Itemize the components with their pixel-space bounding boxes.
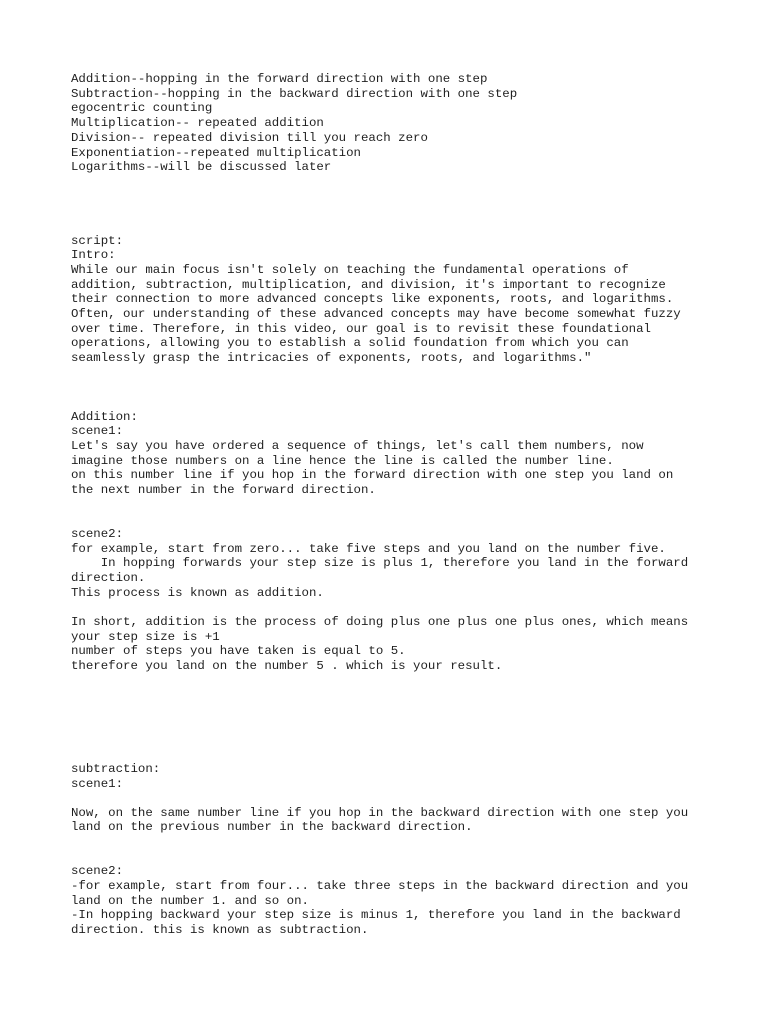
intro-text-line: their connection to more advanced concepts like exponents, roots, and logarithms. <box>71 292 674 306</box>
intro-text-line: addition, subtraction, multiplication, and division, it's important to recognize <box>71 278 666 292</box>
operation-line: Exponentiation--repeated multiplication <box>71 146 361 160</box>
scene-text-line: In hopping forwards your step size is plus 1, therefore you land in the forward <box>71 556 689 570</box>
summary-text-line: In short, addition is the process of doing plus one plus one plus ones, which means <box>71 615 689 629</box>
summary-text-line: your step size is +1 <box>71 630 220 644</box>
scene-text-line: imagine those numbers on a line hence the line is called the number line. <box>71 454 614 468</box>
scene-text-line: Now, on the same number line if you hop in the backward direction with one step you <box>71 806 689 820</box>
summary-text-line: therefore you land on the number 5 . which is your result. <box>71 659 503 673</box>
intro-text-line: over time. Therefore, in this video, our goal is to revisit these foundational <box>71 322 651 336</box>
summary-text-line: number of steps you have taken is equal to 5. <box>71 644 406 658</box>
intro-text-line: While our main focus isn't solely on teaching the fundamental operations of <box>71 263 629 277</box>
operation-line: Logarithms--will be discussed later <box>71 160 332 174</box>
operation-line: egocentric counting <box>71 101 213 115</box>
scene-text-line: land on the previous number in the backward direction. <box>71 820 473 834</box>
scene-text-line: -for example, start from four... take three steps in the backward direction and you <box>71 879 689 893</box>
scene-text-line: direction. <box>71 571 146 585</box>
subtraction-heading: subtraction: <box>71 762 161 776</box>
scene-text-line: direction. this is known as subtraction. <box>71 923 369 937</box>
scene-text-line: on this number line if you hop in the forward direction with one step you land on <box>71 468 674 482</box>
intro-text-line: Often, our understanding of these advanced concepts may have become somewhat fuzzy <box>71 307 681 321</box>
scene-heading: scene1: <box>71 777 124 791</box>
scene-heading: scene2: <box>71 864 124 878</box>
operation-line: Subtraction--hopping in the backward direction with one step <box>71 87 518 101</box>
scene-text-line: This process is known as addition. <box>71 586 324 600</box>
scene-text-line: land on the number 1. and so on. <box>71 894 309 908</box>
scene-heading: scene2: <box>71 527 124 541</box>
intro-text-line: seamlessly grasp the intricacies of exponents, roots, and logarithms." <box>71 351 592 365</box>
scene-text-line: for example, start from zero... take five steps and you land on the number five. <box>71 542 666 556</box>
operation-line: Multiplication-- repeated addition <box>71 116 324 130</box>
intro-text-line: operations, allowing you to establish a solid foundation from which you can <box>71 336 629 350</box>
scene-text-line: the next number in the forward direction. <box>71 483 376 497</box>
scene-text-line: Let's say you have ordered a sequence of things, let's call them numbers, now <box>71 439 644 453</box>
intro-heading: Intro: <box>71 248 116 262</box>
operation-line: Addition--hopping in the forward direction with one step <box>71 72 488 86</box>
scene-text-line: -In hopping backward your step size is minus 1, therefore you land in the backward <box>71 908 681 922</box>
addition-heading: Addition: <box>71 410 138 424</box>
operation-line: Division-- repeated division till you reach zero <box>71 131 428 145</box>
scene-heading: scene1: <box>71 424 124 438</box>
script-heading: script: <box>71 234 124 248</box>
